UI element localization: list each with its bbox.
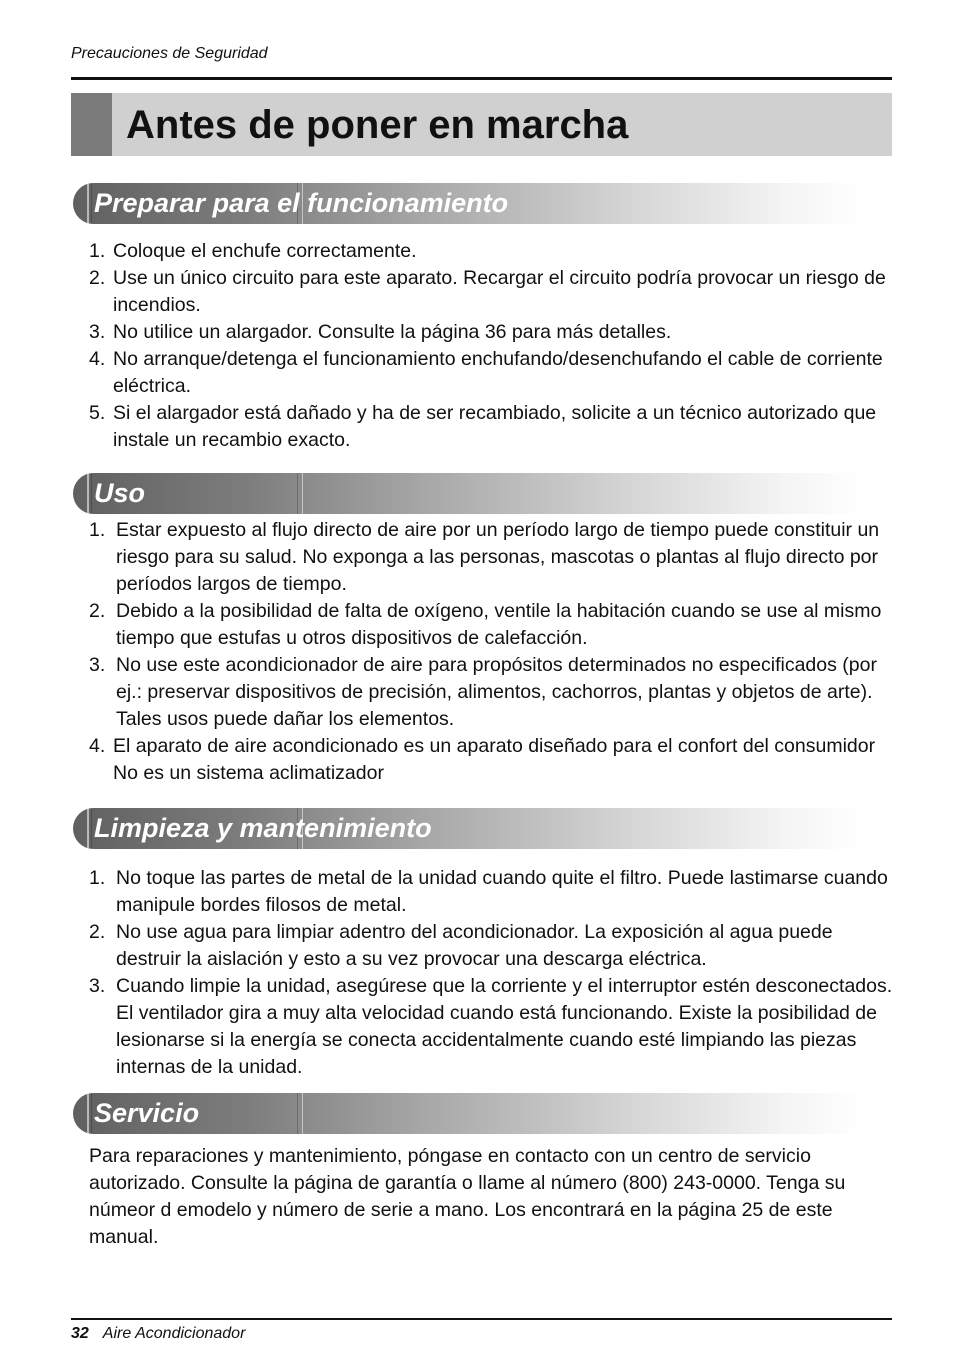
service-paragraph: Para reparaciones y mantenimiento, póngase en contacto con un centro de servicio autorizado. Consulte la página de garantía o llame al número (800) 243-0000. Tenga su númeor d emodelo y número de serie a mano. Los encontrará en la página 25 de este manual. xyxy=(89,1145,846,1248)
list-item: 2. Debido a la posibilidad de falta de oxígeno, ventile la habitación cuando se use al mismo tiempo que estufas u otros dispositivos de calefacción. xyxy=(89,600,882,649)
section-heading: Limpieza y mantenimiento xyxy=(94,813,432,843)
bottom-rule xyxy=(71,1318,892,1320)
list-item: 3. No use este acondicionador de aire para propósitos determinados no especificados (por ej.: preservar dispositivos de precisión, alimentos, cachorros, plantas y objetos de arte). Tales usos puede dañar los elementos. xyxy=(89,654,877,730)
section-heading-band xyxy=(73,808,863,849)
title-bar xyxy=(71,93,892,156)
section-heading-band xyxy=(73,473,863,514)
list-item: 2. Use un único circuito para este aparato. Recargar el circuito podría provocar un riesgo de incendios. xyxy=(89,267,886,316)
section-heading-band xyxy=(73,1093,863,1134)
use-list xyxy=(89,517,894,787)
page-footer xyxy=(71,1325,245,1343)
top-rule xyxy=(71,77,892,80)
list-item: 4. No arranque/detenga el funcionamiento enchufando/desenchufando el cable de corriente eléctrica. xyxy=(89,348,883,397)
list-item: 1. No toque las partes de metal de la unidad cuando quite el filtro. Puede lastimarse cuando manipule bordes filosos de metal. xyxy=(89,867,888,916)
list-item: 1. Coloque el enchufe correctamente. xyxy=(89,240,417,262)
list-item: 3. No utilice un alargador. Consulte la página 36 para más detalles. xyxy=(89,321,672,343)
section-heading-band xyxy=(73,183,863,224)
list-item: 4. El aparato de aire acondicionado es un aparato diseñado para el confort del consumidor No es un sistema aclimatizador xyxy=(89,735,876,784)
page-number: 32 xyxy=(71,1325,89,1342)
cleaning-list xyxy=(89,865,894,1081)
page-title: Antes de poner en marcha xyxy=(126,103,629,147)
list-item: 1. Estar expuesto al flujo directo de aire por un período largo de tiempo puede constituir un riesgo para su salud. No exponga a las personas, mascotas o plantas al flujo directo por períodos largos de tiempo. xyxy=(89,519,880,595)
list-item: 5. Si el alargador está dañado y ha de ser recambiado, solicite a un técnico autorizado que instale un recambio exacto. xyxy=(89,402,877,451)
section-heading: Preparar para el funcionamiento xyxy=(94,188,509,218)
product-name: Aire Acondicionador xyxy=(102,1325,246,1342)
section-heading: Servicio xyxy=(94,1098,200,1128)
section-heading: Uso xyxy=(94,478,146,508)
title-accent-block xyxy=(71,93,112,156)
running-header: Precauciones de Seguridad xyxy=(71,45,268,62)
list-item: 3. Cuando limpie la unidad, asegúrese que la corriente y el interruptor estén desconectados. El ventilador gira a muy alta velocidad cuando está funcionando. Existe la posibilidad de lesionarse si la energía se conecta accidentalmente cuando esté limpiando las piezas internas de la unidad. xyxy=(89,975,893,1078)
preparation-list xyxy=(89,238,894,454)
list-item: 2. No use agua para limpiar adentro del acondicionador. La exposición al agua puede destruir la aislación y esto a su vez provocar una descarga eléctrica. xyxy=(89,921,833,970)
